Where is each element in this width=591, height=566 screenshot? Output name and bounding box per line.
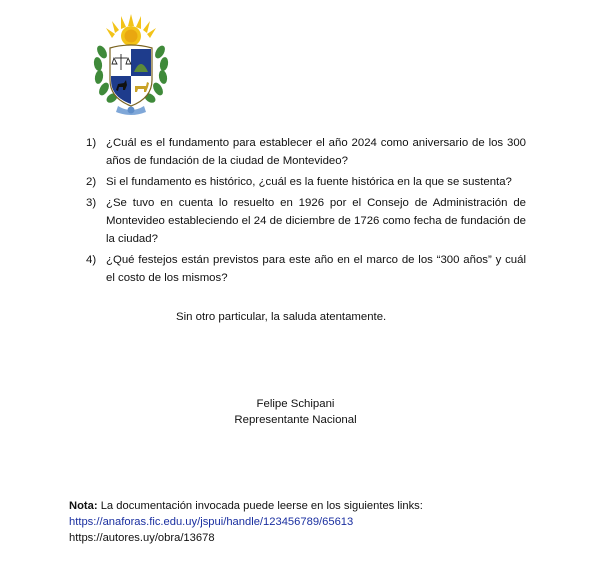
note-label: Nota:	[69, 500, 98, 512]
question-text: ¿Se tuvo en cuenta lo resuelto en 1926 por el Consejo de Administración de Montevideo estableciendo el 24 de diciembre de 1726 como fecha de fundación de la ciudad?	[106, 197, 526, 245]
signature-block	[0, 396, 591, 428]
question-item	[86, 173, 526, 191]
link-autores[interactable]: https://autores.uy/obra/13678	[69, 532, 215, 544]
question-item	[86, 134, 526, 170]
question-item	[86, 251, 526, 287]
question-number: 2)	[86, 176, 97, 188]
question-text: ¿Cuál es el fundamento para establecer el año 2024 como aniversario de los 300 años de fundación de la ciudad de Montevideo?	[106, 137, 526, 167]
signer-role: Representante Nacional	[234, 414, 357, 426]
question-text: Si el fundamento es histórico, ¿cuál es la fuente histórica en la que se sustenta?	[106, 176, 512, 188]
questions-list	[86, 134, 526, 290]
coat-of-arms-icon	[88, 14, 174, 118]
question-number: 3)	[86, 197, 97, 209]
question-text: ¿Qué festejos están previstos para este año en el marco de los “300 años” y cuál el costo de los mismos?	[106, 254, 526, 284]
question-number: 1)	[86, 137, 97, 149]
closing-salutation: Sin otro particular, la saluda atentamente.	[176, 311, 387, 323]
signer-name: Felipe Schipani	[256, 398, 335, 410]
question-number: 4)	[86, 254, 97, 266]
note-block	[69, 498, 423, 546]
note-text: La documentación invocada puede leerse en los siguientes links:	[100, 500, 423, 512]
link-anaforas[interactable]: https://anaforas.fic.edu.uy/jspui/handle/123456789/65613	[69, 516, 354, 528]
question-item	[86, 194, 526, 248]
